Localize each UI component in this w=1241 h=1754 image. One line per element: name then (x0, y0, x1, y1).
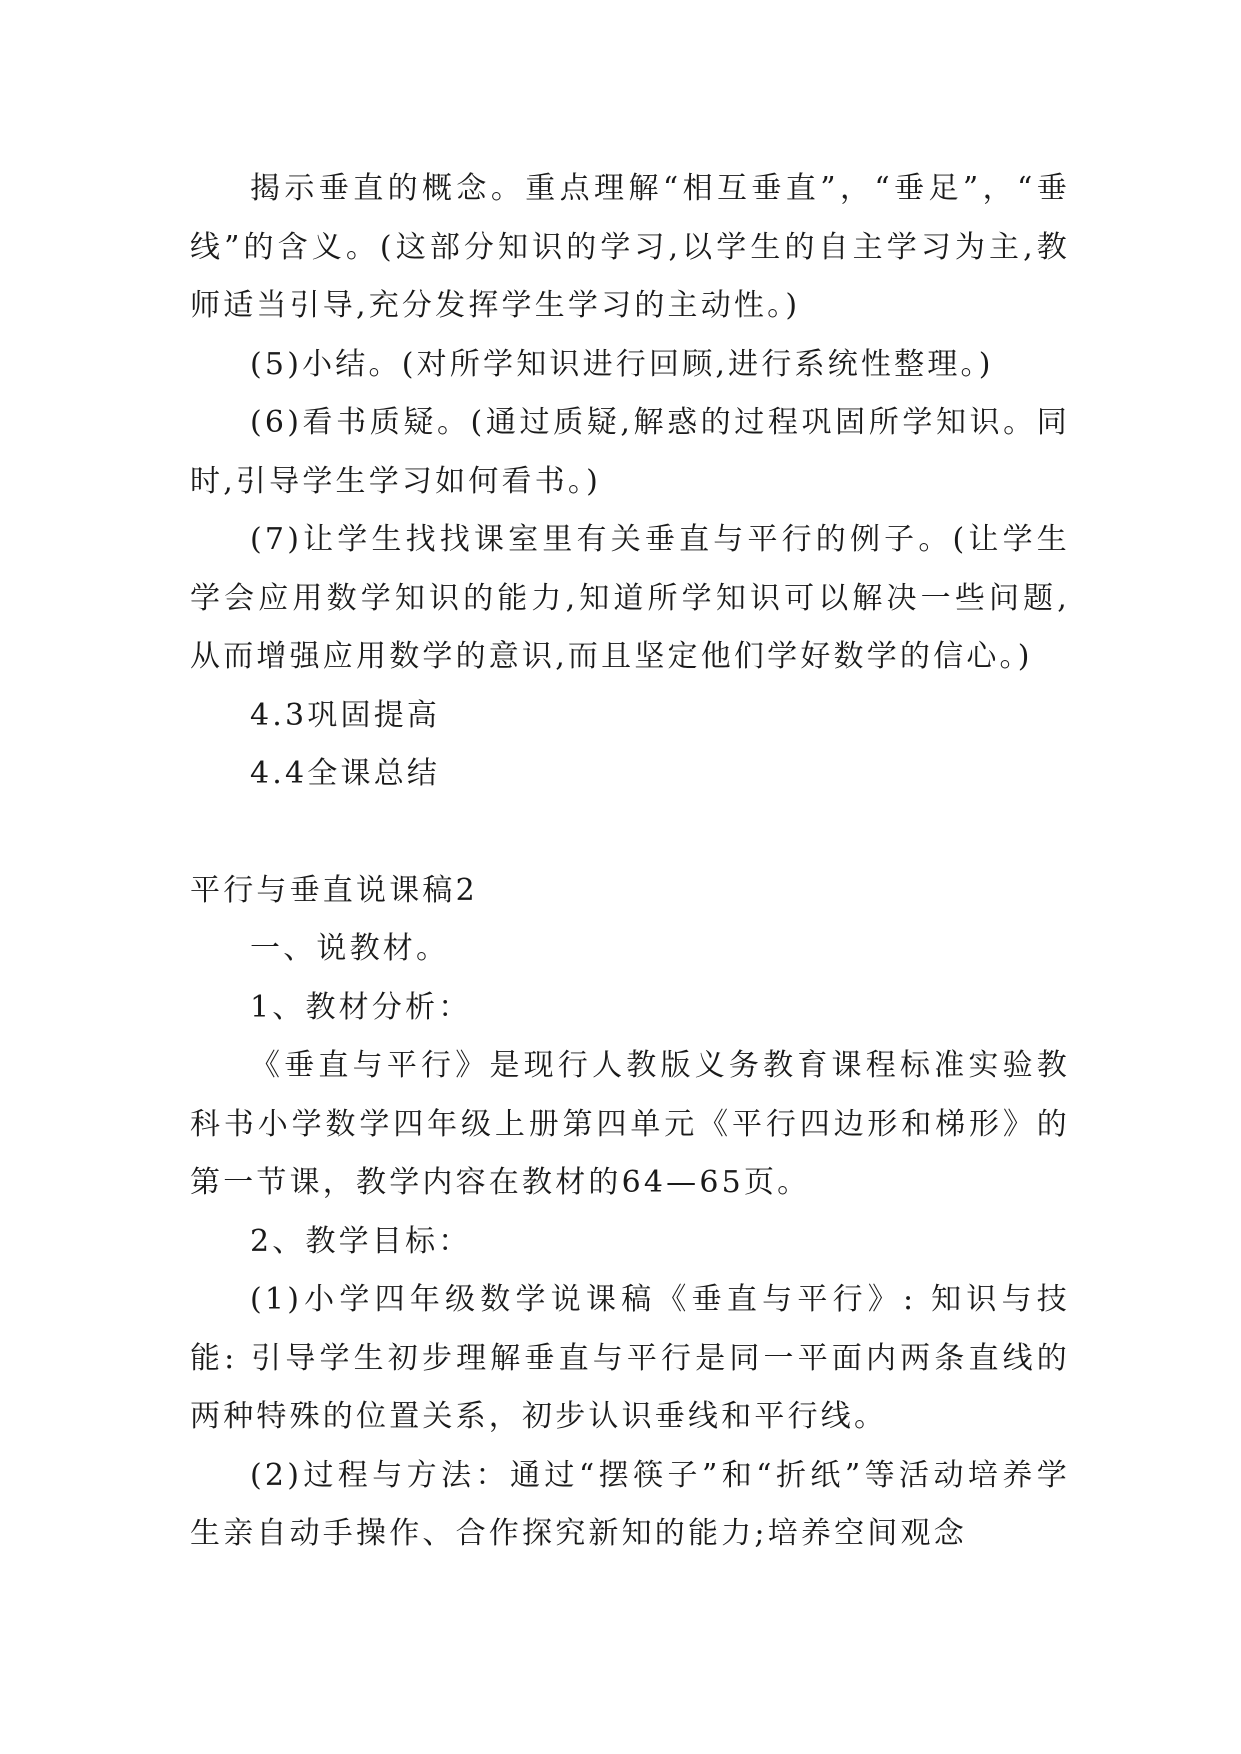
section-title: 平行与垂直说课稿2 (190, 872, 478, 908)
paragraph: 一、说教材。 (250, 931, 450, 966)
document-page (190, 160, 1070, 1564)
paragraph: (6)看书质疑。(通过质疑,解惑的过程巩固所学知识。同时,引导学生学习如何看书。) (190, 405, 1070, 499)
paragraph: 2、教学目标： (250, 1223, 472, 1259)
paragraph: 4.4全课总结 (250, 756, 441, 791)
paragraph: 1、教材分析： (250, 989, 472, 1025)
paragraph: (2)过程与方法：通过“摆筷子”和“折纸”等活动培养学生亲自动手操作、合作探究新知的能力;培养空间观念 (190, 1457, 1070, 1551)
paragraph: (5)小结。(对所学知识进行回顾,进行系统性整理。) (250, 346, 994, 382)
paragraph: (1)小学四年级数学说课稿《垂直与平行》: 知识与技能: 引导学生初步理解垂直与平行是同一平面内两条直线的两种特殊的位置关系，初步认识垂线和平行线。 (190, 1282, 1070, 1434)
paragraph: 4.3巩固提高 (250, 697, 441, 733)
section-spacer (190, 804, 1070, 862)
paragraph: 《垂直与平行》是现行人教版义务教育课程标准实验教科书小学数学四年级上册第四单元《平行四边形和梯形》的第一节课，教学内容在教材的64—65页。 (190, 1048, 1070, 1200)
paragraph: 揭示垂直的概念。重点理解“相互垂直”，“垂足”，“垂线”的含义。(这部分知识的学习,以学生的自主学习为主,教师适当引导,充分发挥学生学习的主动性。) (190, 171, 1070, 323)
paragraph: (7)让学生找找课室里有关垂直与平行的例子。(让学生学会应用数学知识的能力,知道所学知识可以解决一些问题,从而增强应用数学的意识,而且坚定他们学好数学的信心。) (190, 522, 1070, 674)
